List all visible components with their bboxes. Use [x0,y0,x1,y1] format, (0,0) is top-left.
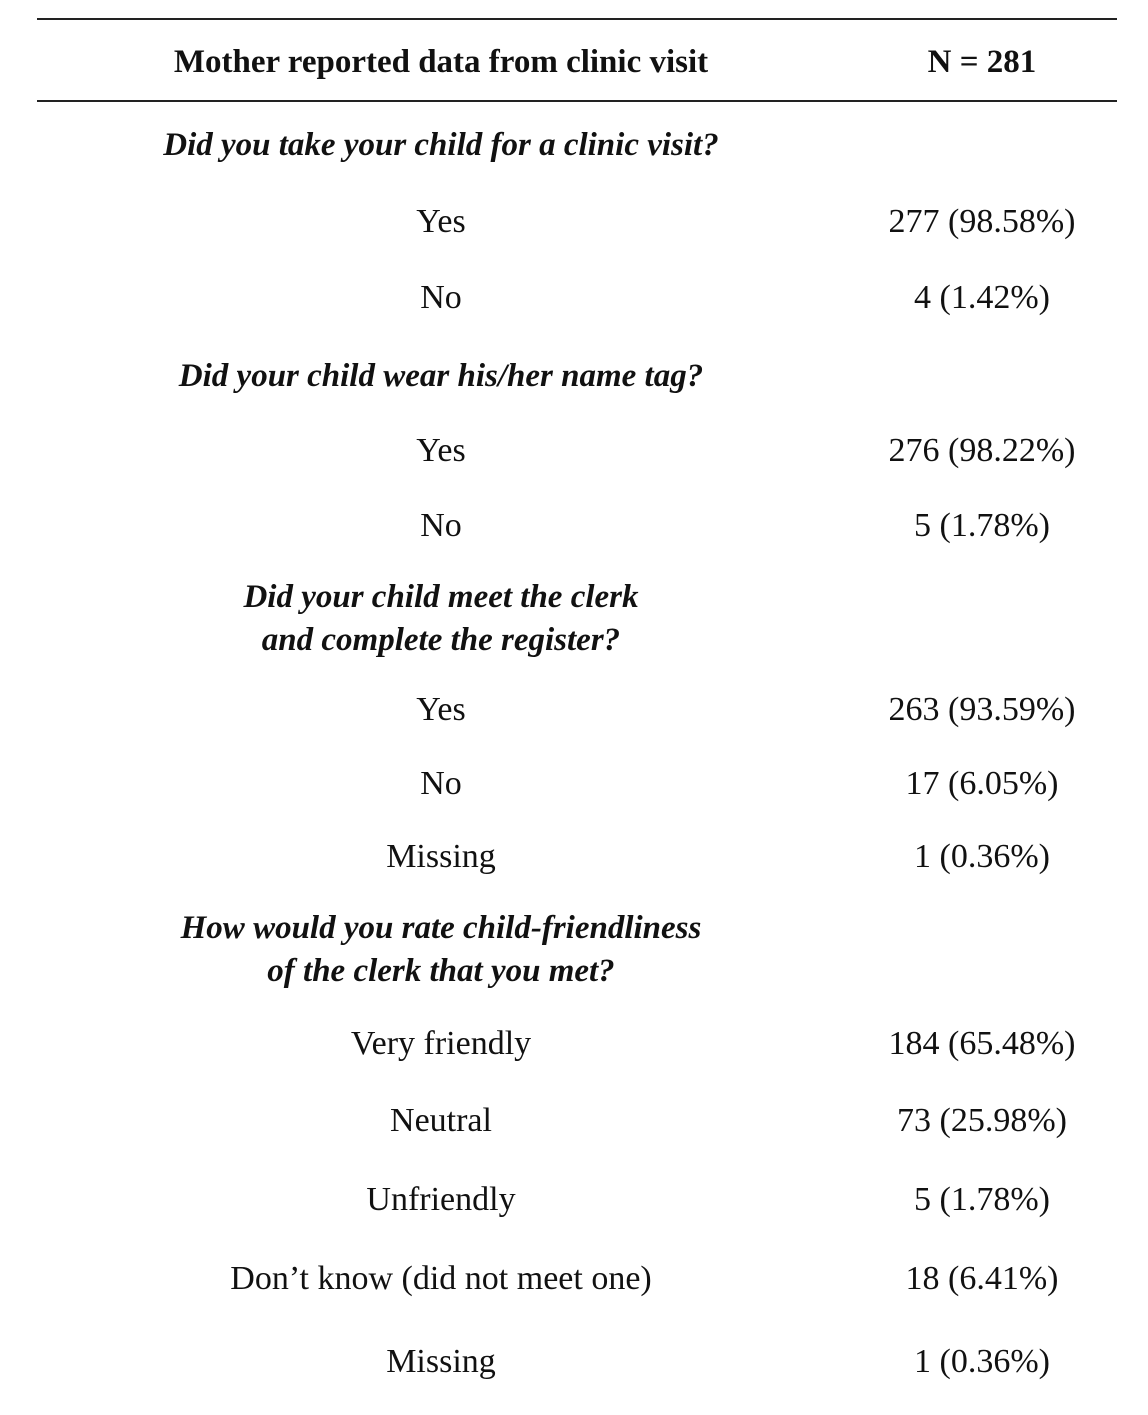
header-label: Mother reported data from clinic visit [173,44,709,80]
answer-label: Yes [416,691,466,728]
question-line: of the clerk that you met? [267,953,615,989]
answer-label: Missing [386,1343,496,1380]
question-rate-clerk [0,907,882,993]
answer-value: 1 (0.36%) [914,838,1050,875]
answer-value: 73 (25.98%) [897,1102,1067,1139]
answer-value: 17 (6.05%) [905,765,1059,802]
question-line: Did you take your child for a clinic visit? [163,127,719,163]
answer-label: No [420,765,462,802]
table-header-rule [37,100,1117,102]
answer-label: Yes [416,432,466,469]
question-line: Did your child meet the clerk [243,579,639,615]
answer-label: Neutral [390,1102,492,1139]
answer-value: 4 (1.42%) [914,279,1050,316]
answer-label: Don’t know (did not meet one) [230,1260,652,1297]
question-name-tag [0,355,882,398]
answer-value: 5 (1.78%) [914,1181,1050,1218]
question-line: How would you rate child-friendliness [180,910,702,946]
answer-value: 184 (65.48%) [888,1025,1076,1062]
answer-label: Unfriendly [366,1181,516,1218]
answer-value: 1 (0.36%) [914,1343,1050,1380]
answer-label: Very friendly [350,1025,532,1062]
answer-label: Yes [416,203,466,240]
question-meet-clerk [0,576,882,662]
answer-value: 277 (98.58%) [888,203,1076,240]
answer-value: 18 (6.41%) [905,1260,1059,1297]
answer-label: Missing [386,838,496,875]
answer-value: 263 (93.59%) [888,691,1076,728]
header-n: N = 281 [927,44,1037,80]
answer-label: No [420,279,462,316]
answer-value: 5 (1.78%) [914,507,1050,544]
answer-label: No [420,507,462,544]
question-clinic-visit [0,124,882,167]
question-line: Did your child wear his/her name tag? [178,358,704,394]
question-line: and complete the register? [261,622,621,658]
table-top-rule [37,18,1117,20]
answer-value: 276 (98.22%) [888,432,1076,469]
